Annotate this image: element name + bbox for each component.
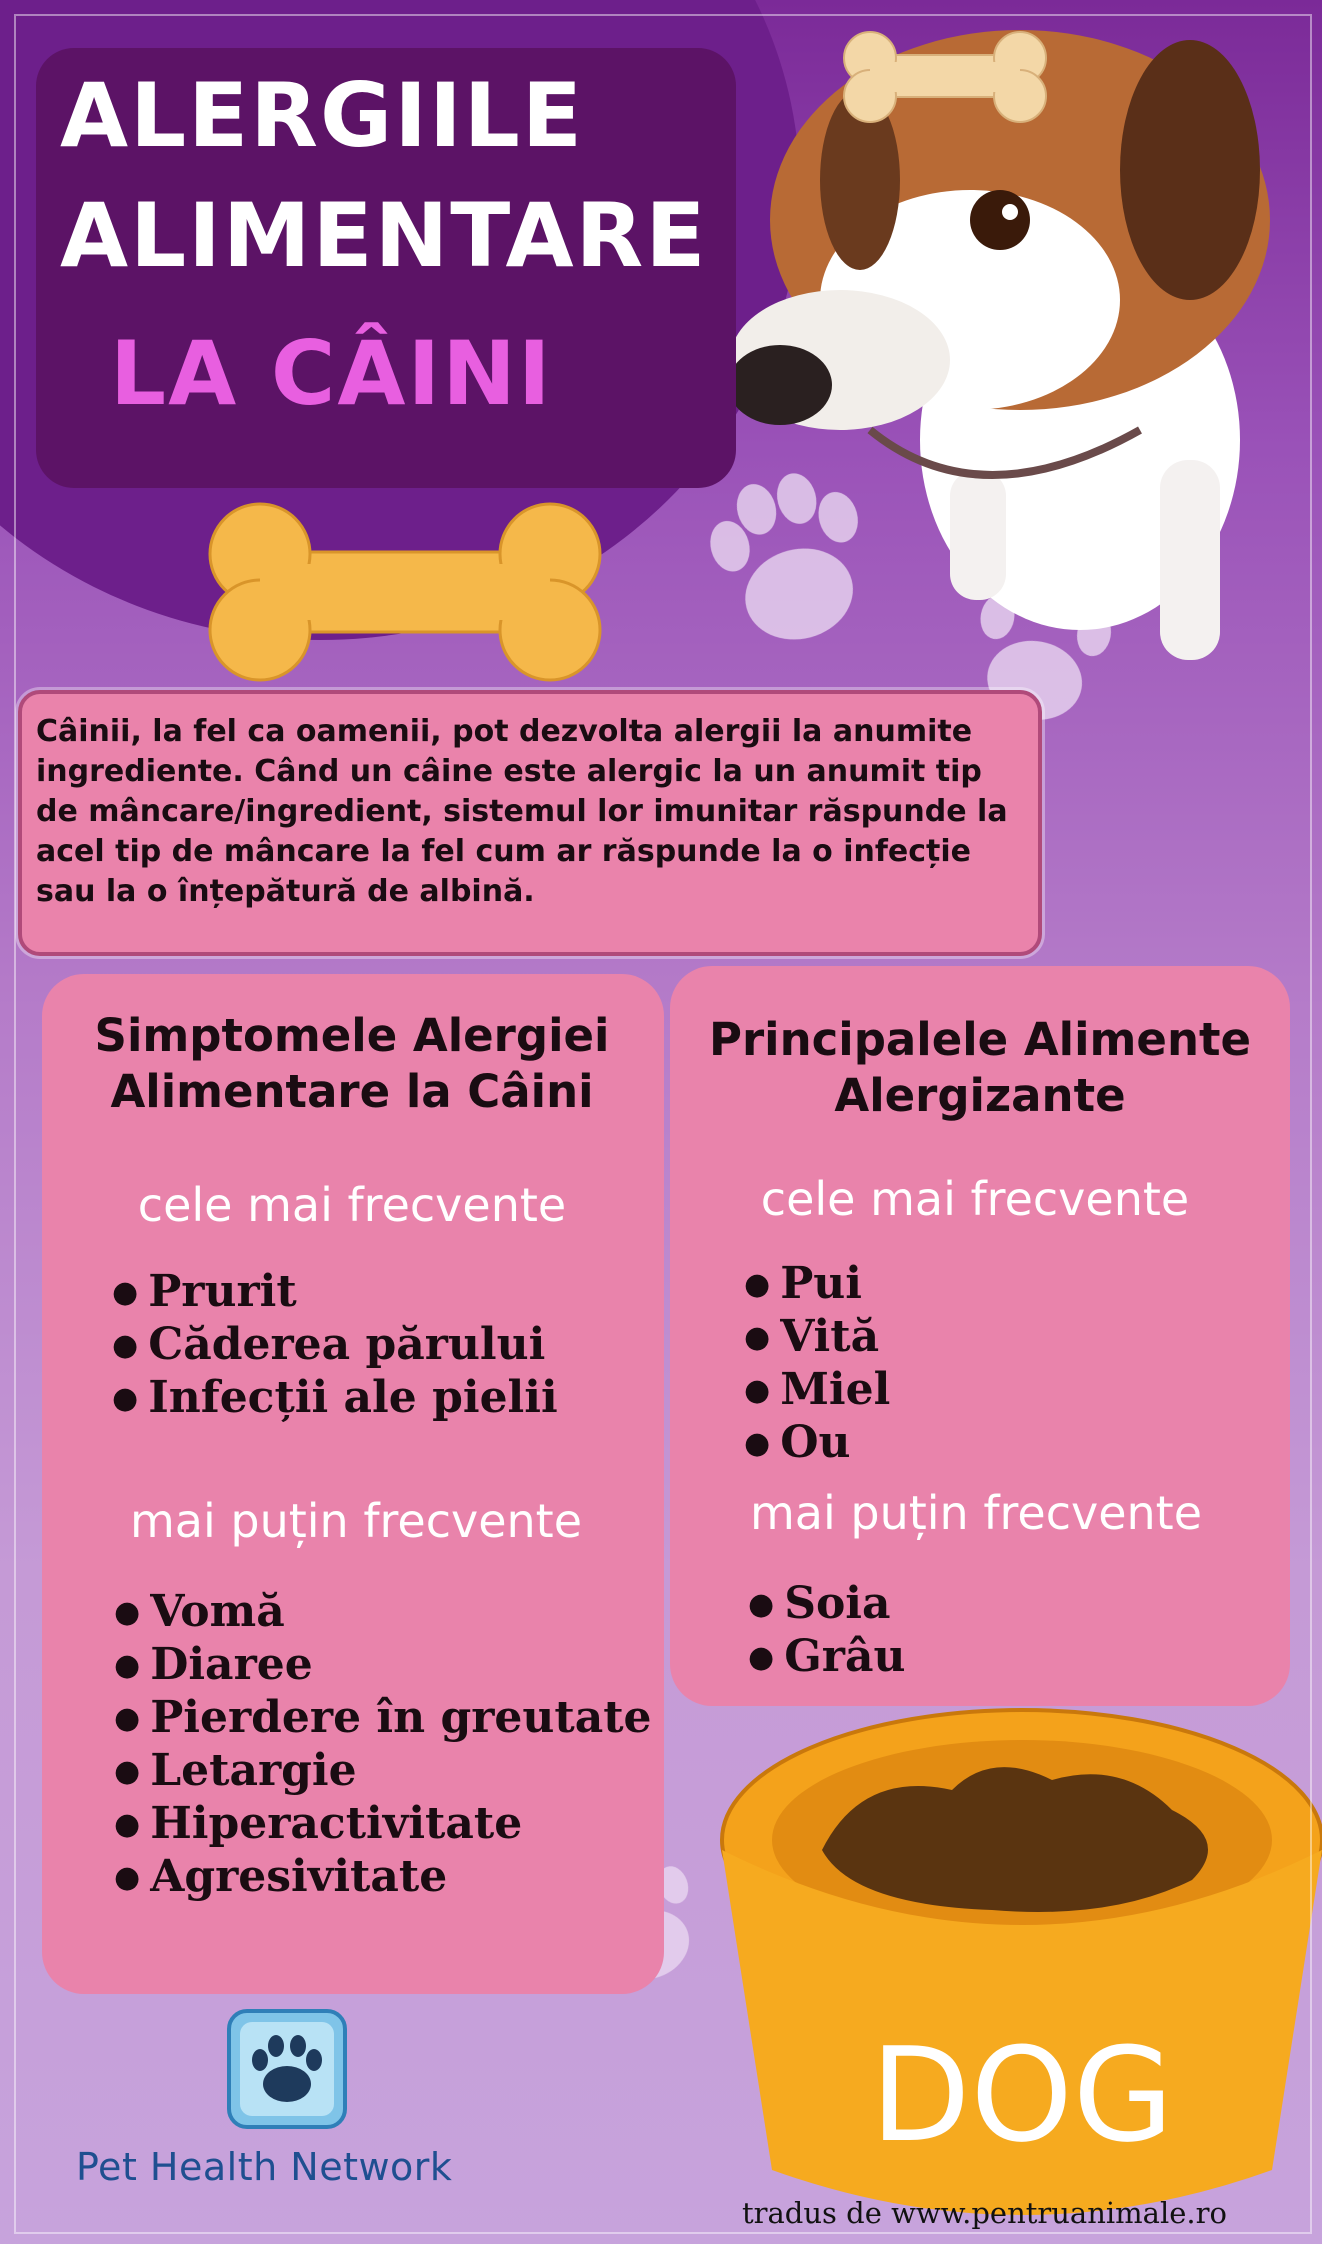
list-item: ● Grâu <box>748 1633 905 1686</box>
list-item: ● Diaree <box>114 1641 652 1694</box>
list-item: ● Pui <box>744 1260 890 1313</box>
pet-health-logo-icon <box>226 2008 348 2130</box>
list-item: ● Vită <box>744 1313 890 1366</box>
list-item: ● Căderea părului <box>112 1321 558 1374</box>
symptoms-title: Simptomele Alergiei Alimentare la Câini <box>94 1009 610 1118</box>
foods-frequent-list <box>744 1260 890 1472</box>
intro-text: Câinii, la fel ca oamenii, pot dezvolta alergii la anumite ingrediente. Când un câine este alergic la un anumit tip de mâncare/ingredient, sistemul lor imunitar răspunde la acel tip de mâncare la fel cum ar răspunde la o infecție sau la o înțepătură de albină. <box>36 714 1008 909</box>
list-item: ● Ou <box>744 1419 890 1472</box>
list-item: ● Vomă <box>114 1588 652 1641</box>
foods-less-list <box>748 1580 905 1686</box>
bowl-label: DOG <box>870 2019 1174 2171</box>
list-item: ● Miel <box>744 1366 890 1419</box>
symptoms-less-list <box>114 1588 652 1906</box>
list-item: ● Agresivitate <box>114 1853 652 1906</box>
list-item: ● Pierdere în greutate <box>114 1694 652 1747</box>
list-item: ● Letargie <box>114 1747 652 1800</box>
symptoms-frequent-list <box>112 1268 558 1427</box>
title-line-3: LA CÂINI <box>110 322 553 425</box>
symptoms-frequent-label: cele mai frecvente <box>137 1178 567 1232</box>
foods-title: Principalele Alimente Alergizante <box>708 1013 1252 1122</box>
symptoms-less-label: mai puțin frecvente <box>129 1494 583 1548</box>
translation-credit: tradus de www.pentruanimale.ro <box>742 2196 1227 2230</box>
foods-frequent-label: cele mai frecvente <box>760 1172 1190 1226</box>
list-item: ● Infecții ale pielii <box>112 1374 558 1427</box>
bone-icon <box>190 482 620 702</box>
dog-food-bowl <box>692 1700 1322 2244</box>
title-line-1: ALERGIILE <box>60 64 584 167</box>
brand-name: Pet Health Network <box>76 2145 453 2189</box>
list-item: ● Soia <box>748 1580 905 1633</box>
foods-less-label: mai puțin frecvente <box>749 1486 1203 1540</box>
list-item: ● Prurit <box>112 1268 558 1321</box>
dog-photo <box>720 0 1320 690</box>
list-item: ● Hiperactivitate <box>114 1800 652 1853</box>
title-line-2: ALIMENTARE <box>60 184 708 287</box>
